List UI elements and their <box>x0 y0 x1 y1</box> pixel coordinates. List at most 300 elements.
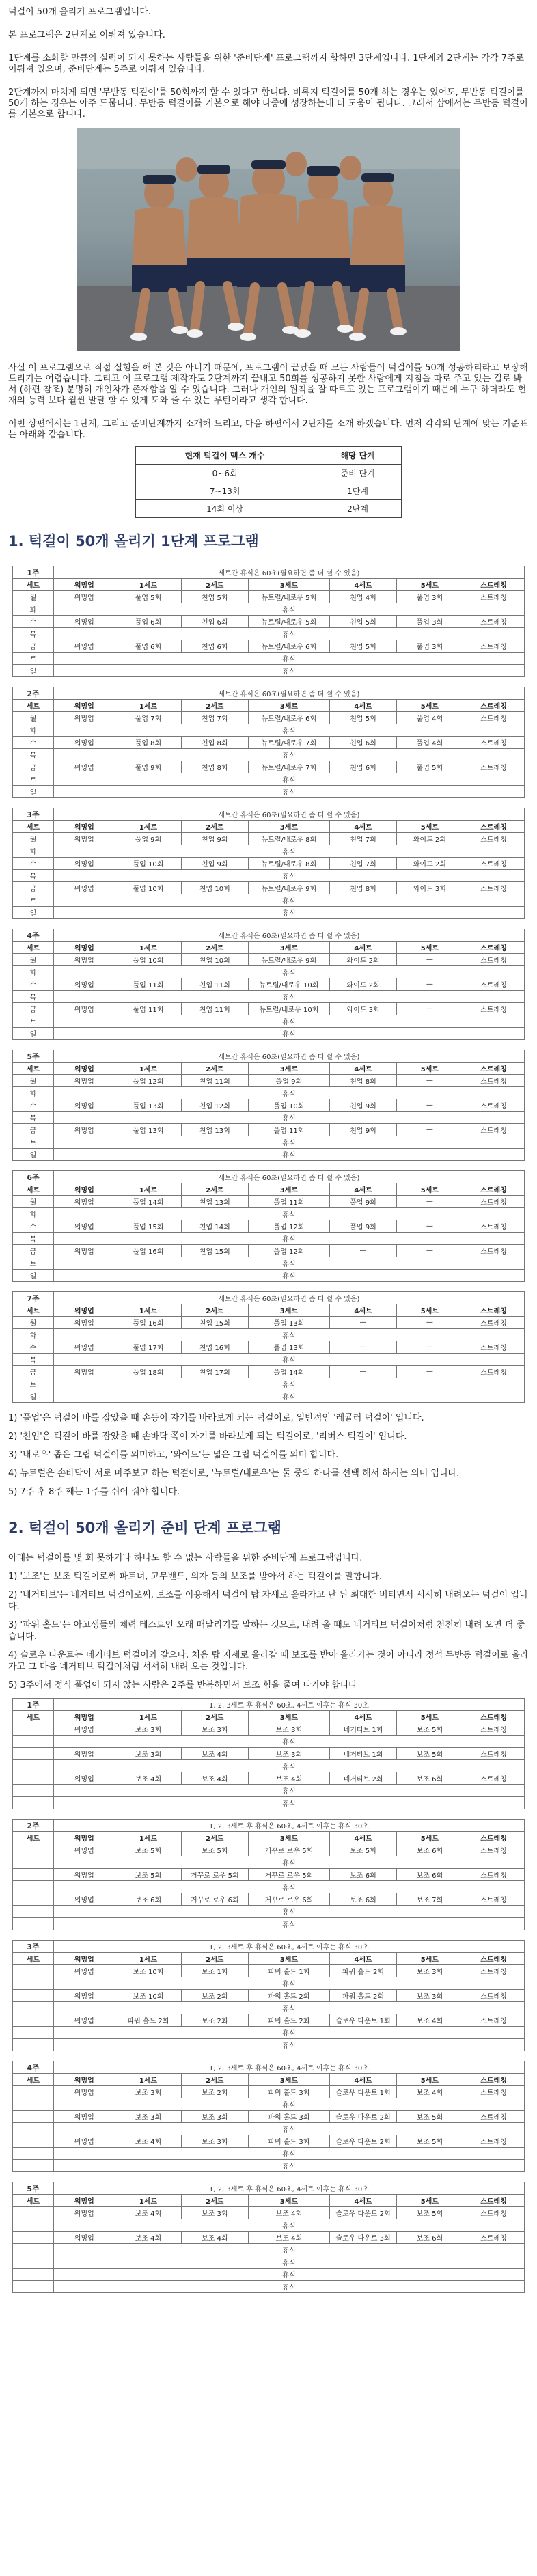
workout-row <box>13 1723 525 1736</box>
day-label: 수 <box>13 1220 54 1233</box>
level-criteria-table <box>135 446 402 518</box>
workout-row <box>13 2086 525 2098</box>
workout-cell: 보조 7회 <box>396 1893 463 1906</box>
day-label: 화 <box>13 603 54 616</box>
workout-cell: 보조 4회 <box>248 2207 330 2219</box>
day-label: 수 <box>13 978 54 991</box>
workout-cell: 뉴트럴/내로우 9회 <box>248 954 330 966</box>
workout-cell: 친업 5회 <box>330 640 396 653</box>
workout-cell: 보조 3회 <box>248 1723 330 1736</box>
note-3: 3) '파워 홀드'는 아고생들의 체력 테스트인 오래 매달리기를 말하는 것으로, 내려 올 때도 네거티브 턱걸이처럼 천천히 내려 오면 더 좋습니다. <box>8 1620 525 1642</box>
column-header: 5세트 <box>396 821 463 833</box>
workout-cell: 보조 3회 <box>182 1723 248 1736</box>
day-label: 월 <box>13 833 54 845</box>
workout-row <box>13 616 525 628</box>
workout-row <box>13 2014 525 2027</box>
workout-row <box>13 1844 525 1856</box>
column-header: 4세트 <box>330 1711 396 1723</box>
column-header: 5세트 <box>396 1953 463 1965</box>
note-5: 5) 7주 후 8주 째는 1주를 쉬어 줘야 합니다. <box>8 1487 180 1497</box>
day-label: 화 <box>13 724 54 737</box>
column-header: 워밍업 <box>53 1304 115 1317</box>
workout-row <box>13 1317 525 1329</box>
workout-cell: 풀업 9회 <box>248 1075 330 1087</box>
rest-caption: 세트간 휴식은 60초(필요하면 좀 더 쉴 수 있음) <box>53 1292 524 1304</box>
rest-row <box>13 845 525 858</box>
column-header: 워밍업 <box>53 2195 115 2207</box>
workout-cell: 워밍업 <box>53 1245 115 1257</box>
workout-row <box>13 1220 525 1233</box>
rest-cell: 휴식 <box>53 2123 524 2135</box>
workout-cell: 친업 16회 <box>182 1341 248 1354</box>
note-1: 1) '보조'는 보조 턱걸이로써 파트너, 고무밴드, 의자 등의 보조를 받아서 하는 턱걸이를 말합니다. <box>8 1572 383 1582</box>
workout-cell: 풀업 9회 <box>115 833 181 845</box>
rest-cell: 휴식 <box>53 1112 524 1124</box>
rest-caption: 세트간 휴식은 60초(필요하면 좀 더 쉴 수 있음) <box>53 687 524 700</box>
workout-table <box>12 1291 525 1403</box>
day-label <box>13 2135 54 2148</box>
caption-row <box>13 2061 525 2074</box>
rest-cell: 휴식 <box>53 2256 524 2269</box>
week-number: 5주 <box>13 2182 54 2195</box>
rest-row <box>13 2219 525 2232</box>
column-header: 1세트 <box>115 821 181 833</box>
workout-row <box>13 761 525 773</box>
workout-cell: 보조 4회 <box>182 2232 248 2244</box>
workout-cell: 거꾸로 로우 6회 <box>248 1893 330 1906</box>
workout-cell: 스트레칭 <box>463 2207 525 2219</box>
column-header: 워밍업 <box>53 1953 115 1965</box>
day-label: 금 <box>13 761 54 773</box>
column-header: 스트레칭 <box>463 1063 525 1075</box>
workout-cell: 워밍업 <box>53 761 115 773</box>
workout-cell: 보조 2회 <box>182 2086 248 2098</box>
column-header: 2세트 <box>182 700 248 712</box>
workout-cell: 스트레칭 <box>463 2086 525 2098</box>
workout-cell: 친업 6회 <box>330 737 396 749</box>
rest-row <box>13 907 525 919</box>
workout-row <box>13 737 525 749</box>
workout-row <box>13 1124 525 1136</box>
column-header: 5세트 <box>396 700 463 712</box>
workout-cell: — <box>396 1099 463 1112</box>
day-label <box>13 1869 54 1881</box>
week-table-4 <box>12 2061 525 2172</box>
column-header: 4세트 <box>330 1183 396 1196</box>
column-header: 2세트 <box>182 579 248 591</box>
workout-row <box>13 1099 525 1112</box>
workout-cell: 워밍업 <box>53 954 115 966</box>
column-header: 3세트 <box>248 700 330 712</box>
rest-row <box>13 1087 525 1099</box>
column-header: 2세트 <box>182 1832 248 1844</box>
day-label <box>13 2232 54 2244</box>
rest-row <box>13 1906 525 1918</box>
workout-cell: — <box>330 1245 396 1257</box>
workout-cell: 워밍업 <box>53 1772 115 1785</box>
column-header: 5세트 <box>396 2074 463 2086</box>
week-table-7 <box>12 1291 525 1403</box>
workout-cell: 거꾸로 로우 5회 <box>248 1844 330 1856</box>
workout-cell: 풀업 11회 <box>115 978 181 991</box>
workout-table <box>12 1050 525 1161</box>
workout-cell: 워밍업 <box>53 1124 115 1136</box>
day-label: 일 <box>13 786 54 798</box>
day-label: 목 <box>13 870 54 882</box>
workout-cell: 풀업 13회 <box>248 1341 330 1354</box>
column-header: 1세트 <box>115 942 181 954</box>
column-header: 1세트 <box>115 700 181 712</box>
rest-row <box>13 1390 525 1403</box>
section-2-title: 2. 턱걸이 50개 올리기 준비 단계 프로그램 <box>8 1520 281 1536</box>
intro-paragraph-3: 사실 이 프로그램으로 직접 실험을 해 본 것은 아니기 때문에, 프로그램이 끝났을 때 모든 사람들이 턱걸이를 50개 성공하리라고 보장해 드리기는 어렵습니다. 그리고 이 프로그램 제작자도 2단계까지 끝내고 50회를 성공하지 못한 사람에게 지침을 따로 주고 있는 걸로 봐서 (하편 참조) 분명히 개인차가 존재함을 알 수 있습니다. 그러나 개인의 원칙을 잘 따르고 있는 프로그램이기 때문에 누구 하더라도 현재의 능력 보다 월씬 발달 할 수 있게 도와 줄 수 있는 루틴이라고 생각 합니다. <box>8 363 528 406</box>
workout-cell: 보조 6회 <box>115 1893 181 1906</box>
workout-cell: 친업 15회 <box>182 1317 248 1329</box>
day-label: 토 <box>13 1378 54 1390</box>
workout-cell: — <box>396 1124 463 1136</box>
rest-cell: 휴식 <box>53 1233 524 1245</box>
table-row <box>136 482 402 500</box>
week-number: 3주 <box>13 1941 54 1953</box>
workout-cell: 뉴트럴/내로우 5회 <box>248 591 330 603</box>
workout-cell: 보조 5회 <box>396 2135 463 2148</box>
workout-cell: 풀업 10회 <box>115 858 181 870</box>
column-header: 스트레칭 <box>463 2074 525 2086</box>
day-label <box>13 1797 54 1809</box>
workout-cell: 스트레칭 <box>463 591 525 603</box>
workout-cell: 친업 8회 <box>330 882 396 894</box>
workout-row <box>13 833 525 845</box>
rest-caption: 1, 2, 3세트 후 휴식은 60초, 4세트 이후는 휴식 30초 <box>53 2182 524 2195</box>
workout-row <box>13 2111 525 2123</box>
column-header: 스트레칭 <box>463 1832 525 1844</box>
day-label <box>13 1785 54 1797</box>
week-table-4 <box>12 929 525 1040</box>
workout-cell: 풀업 10회 <box>115 954 181 966</box>
column-header: 워밍업 <box>53 1183 115 1196</box>
day-label: 수 <box>13 858 54 870</box>
column-header: 4세트 <box>330 942 396 954</box>
workout-cell: 스트레칭 <box>463 2232 525 2244</box>
workout-cell: 워밍업 <box>53 858 115 870</box>
workout-cell: 스트레칭 <box>463 1366 525 1378</box>
rest-cell: 휴식 <box>53 773 524 786</box>
workout-cell: 스트레칭 <box>463 1196 525 1208</box>
workout-cell: 보조 5회 <box>396 1748 463 1760</box>
workout-cell: 보조 4회 <box>396 2086 463 2098</box>
week-table-3 <box>12 1940 525 2051</box>
rest-cell: 휴식 <box>53 1881 524 1893</box>
rest-cell: 휴식 <box>53 1270 524 1282</box>
week-number: 1주 <box>13 1699 54 1711</box>
table-cell: 0~6회 <box>136 465 314 482</box>
workout-cell: 보조 6회 <box>330 1893 396 1906</box>
day-label <box>13 2256 54 2269</box>
rest-row <box>13 2244 525 2256</box>
workout-cell: 풀업 11회 <box>248 1196 330 1208</box>
note-2: 2) '친업'은 턱걸이 바를 잡았을 때 손바닥 쪽이 자기를 바라보게 되는 턱걸이로, '리버스 턱걸이' 입니다. <box>8 1431 407 1442</box>
header-row <box>13 2074 525 2086</box>
workout-cell: 친업 5회 <box>330 712 396 724</box>
workout-cell: 보조 4회 <box>115 1772 181 1785</box>
day-label: 목 <box>13 628 54 640</box>
rest-cell: 휴식 <box>53 870 524 882</box>
workout-cell: 슬로우 다운트 2회 <box>330 2135 396 2148</box>
workout-cell: 파워 홀드 2회 <box>330 1990 396 2002</box>
day-label: 일 <box>13 1390 54 1403</box>
workout-cell: 워밍업 <box>53 1748 115 1760</box>
day-label <box>13 2014 54 2027</box>
rest-cell: 휴식 <box>53 1856 524 1869</box>
column-header: 4세트 <box>330 2195 396 2207</box>
workout-cell: 스트레칭 <box>463 1245 525 1257</box>
workout-cell: 보조 10회 <box>115 1990 181 2002</box>
workout-cell: 스트레칭 <box>463 1748 525 1760</box>
rest-cell: 휴식 <box>53 966 524 978</box>
rest-cell: 휴식 <box>53 2039 524 2051</box>
rest-cell: 휴식 <box>53 2244 524 2256</box>
day-label: 토 <box>13 653 54 665</box>
rest-cell: 휴식 <box>53 1087 524 1099</box>
workout-table <box>12 1170 525 1282</box>
workout-cell: 보조 3회 <box>396 1965 463 1977</box>
table-row <box>136 465 402 482</box>
intro-line-1: 턱걸이 50개 올리기 프로그램입니다. <box>8 7 151 17</box>
workout-cell: 워밍업 <box>53 1844 115 1856</box>
section-2-notes <box>8 1552 529 1691</box>
day-label <box>13 1723 54 1736</box>
column-header: 4세트 <box>330 1304 396 1317</box>
workout-cell: 보조 4회 <box>248 2232 330 2244</box>
day-label <box>13 2111 54 2123</box>
rest-cell: 휴식 <box>53 2027 524 2039</box>
day-label: 토 <box>13 894 54 907</box>
rest-cell: 휴식 <box>53 653 524 665</box>
intro-paragraph-4: 이번 상편에서는 1단계, 그리고 준비단계까지 소개해 드리고, 다음 하편에서 2단계를 소개 하겠습니다. 먼저 각각의 단계에 맞는 기준표는 아래와 같습니다. <box>8 419 528 440</box>
workout-table <box>12 1940 525 2051</box>
workout-cell: — <box>396 1245 463 1257</box>
workout-cell: 뉴트럴/내로우 9회 <box>248 882 330 894</box>
workout-cell: 뉴트럴/내로우 8회 <box>248 858 330 870</box>
workout-cell: 파워 홀드 3회 <box>248 2135 330 2148</box>
day-label: 금 <box>13 1245 54 1257</box>
column-header: 3세트 <box>248 1953 330 1965</box>
workout-cell: 풀업 13회 <box>115 1124 181 1136</box>
intro-paragraph-2: 2단계까지 마치게 되면 '무반동 턱걸이'를 50회까지 할 수 있다고 합니다. 비록지 턱걸이를 50개 하는 경우는 있어도, 무반동 턱걸이를 50개 하는 경우는 아주 드뭅니다. 무반동 턱걸이를 기본으로 해야 나중에 성장하는데 더 도움이 됩니다. 그래서 삽에서는 무반동 턱걸이를 기본으로 합니다. <box>8 87 528 120</box>
workout-cell: 스트레칭 <box>463 1099 525 1112</box>
caption-row <box>13 1292 525 1304</box>
workout-cell: 워밍업 <box>53 1723 115 1736</box>
workout-cell: 풀업 5회 <box>115 591 181 603</box>
rest-cell: 휴식 <box>53 1329 524 1341</box>
rest-row <box>13 1881 525 1893</box>
column-header: 1세트 <box>115 1304 181 1317</box>
rest-row <box>13 2256 525 2269</box>
workout-cell: 풀업 9회 <box>330 1196 396 1208</box>
workout-cell: 친업 8회 <box>330 1075 396 1087</box>
workout-cell: 스트레칭 <box>463 761 525 773</box>
caption-row <box>13 1941 525 1953</box>
header-row <box>13 1063 525 1075</box>
day-label: 화 <box>13 1087 54 1099</box>
workout-cell: 풀업 9회 <box>330 1220 396 1233</box>
workout-table <box>12 2182 525 2293</box>
rest-cell: 휴식 <box>53 907 524 919</box>
rest-row <box>13 966 525 978</box>
rest-row <box>13 665 525 677</box>
photo-illustration <box>77 128 460 351</box>
table-cell: 14회 이상 <box>136 500 314 518</box>
day-label: 화 <box>13 966 54 978</box>
workout-cell: 슬로우 다운트 1회 <box>330 2014 396 2027</box>
workout-cell: 워밍업 <box>53 1196 115 1208</box>
rest-cell: 휴식 <box>53 2002 524 2014</box>
week-table-2 <box>12 687 525 798</box>
day-label <box>13 1990 54 2002</box>
workout-cell: 친업 10회 <box>182 882 248 894</box>
workout-cell: 보조 3회 <box>115 2086 181 2098</box>
workout-cell: 보조 6회 <box>396 1869 463 1881</box>
workout-cell: — <box>396 1075 463 1087</box>
workout-cell: 보조 5회 <box>330 1844 396 1856</box>
workout-cell: 보조 5회 <box>115 1844 181 1856</box>
rest-row <box>13 1736 525 1748</box>
rest-cell: 휴식 <box>53 1015 524 1028</box>
workout-cell: — <box>396 1317 463 1329</box>
day-label: 목 <box>13 1112 54 1124</box>
column-header: 4세트 <box>330 579 396 591</box>
workout-cell: 스트레칭 <box>463 1317 525 1329</box>
rest-row <box>13 894 525 907</box>
table-cell: 7~13회 <box>136 482 314 500</box>
header-row <box>13 1711 525 1723</box>
week-table-5 <box>12 1050 525 1161</box>
workout-cell: 스트레칭 <box>463 1341 525 1354</box>
workout-cell: 파워 홀드 2회 <box>330 1965 396 1977</box>
day-label: 수 <box>13 1341 54 1354</box>
workout-cell: 스트레칭 <box>463 2111 525 2123</box>
rest-row <box>13 2269 525 2281</box>
workout-table <box>12 687 525 798</box>
workout-cell: 보조 3회 <box>396 1990 463 2002</box>
rest-cell: 휴식 <box>53 2269 524 2281</box>
column-header: 4세트 <box>330 2074 396 2086</box>
workout-row <box>13 1366 525 1378</box>
day-label <box>13 2281 54 2293</box>
workout-cell: 파워 홀드 3회 <box>248 2086 330 2098</box>
workout-cell: 풀업 4회 <box>396 737 463 749</box>
rest-cell: 휴식 <box>53 1797 524 1809</box>
day-label <box>13 1736 54 1748</box>
column-header: 1세트 <box>115 1711 181 1723</box>
column-header: 워밍업 <box>53 821 115 833</box>
workout-row <box>13 1196 525 1208</box>
column-header: 워밍업 <box>53 700 115 712</box>
workout-cell: 친업 9회 <box>182 833 248 845</box>
rest-caption: 세트간 휴식은 60초(필요하면 좀 더 쉴 수 있음) <box>53 566 524 579</box>
workout-cell: 보조 3회 <box>182 2207 248 2219</box>
workout-table <box>12 929 525 1040</box>
workout-cell: 뉴트럴/내로우 7회 <box>248 737 330 749</box>
day-label <box>13 2039 54 2051</box>
rest-row <box>13 1149 525 1161</box>
workout-cell: 풀업 12회 <box>248 1220 330 1233</box>
day-label: 일 <box>13 665 54 677</box>
column-header: 4세트 <box>330 1832 396 1844</box>
workout-cell: 스트레칭 <box>463 1220 525 1233</box>
workout-cell: 보조 3회 <box>182 2111 248 2123</box>
day-label <box>13 1748 54 1760</box>
day-label <box>13 2269 54 2281</box>
day-label <box>13 2148 54 2160</box>
workout-cell: 스트레칭 <box>463 858 525 870</box>
column-header: 1세트 <box>115 1953 181 1965</box>
rest-row <box>13 2281 525 2293</box>
workout-cell: 워밍업 <box>53 2014 115 2027</box>
column-header: 2세트 <box>182 821 248 833</box>
day-label <box>13 1893 54 1906</box>
workout-table <box>12 2061 525 2172</box>
workout-cell: 워밍업 <box>53 978 115 991</box>
workout-cell: 스트레칭 <box>463 737 525 749</box>
column-header: 워밍업 <box>53 579 115 591</box>
rest-caption: 세트간 휴식은 60초(필요하면 좀 더 쉴 수 있음) <box>53 1050 524 1063</box>
day-label: 월 <box>13 1075 54 1087</box>
rest-cell: 휴식 <box>53 2160 524 2172</box>
week-number: 3주 <box>13 808 54 821</box>
column-header: 세트 <box>13 1953 54 1965</box>
workout-cell: — <box>396 954 463 966</box>
rest-caption: 1, 2, 3세트 후 휴식은 60초, 4세트 이후는 휴식 30초 <box>53 1820 524 1832</box>
rest-caption: 1, 2, 3세트 후 휴식은 60초, 4세트 이후는 휴식 30초 <box>53 2061 524 2074</box>
workout-cell: 친업 9회 <box>330 1099 396 1112</box>
rest-row <box>13 2027 525 2039</box>
caption-row <box>13 1820 525 1832</box>
workout-table <box>12 566 525 677</box>
workout-cell: 네거티브 1회 <box>330 1748 396 1760</box>
workout-row <box>13 2207 525 2219</box>
day-label <box>13 1977 54 1990</box>
column-header: 4세트 <box>330 1063 396 1075</box>
column-header: 5세트 <box>396 1304 463 1317</box>
rest-cell: 휴식 <box>53 1028 524 1040</box>
column-header: 스트레칭 <box>463 1953 525 1965</box>
column-header: 5세트 <box>396 2195 463 2207</box>
section-2-intro: 아래는 턱걸이를 몇 회 못하거나 하나도 할 수 없는 사람들을 위한 준비단계 프로그램입니다. <box>8 1553 363 1563</box>
day-label: 화 <box>13 1329 54 1341</box>
workout-cell: 워밍업 <box>53 1893 115 1906</box>
column-header: 스트레칭 <box>463 821 525 833</box>
workout-cell: 풀업 14회 <box>248 1366 330 1378</box>
workout-cell: 스트레칭 <box>463 882 525 894</box>
workout-cell: 보조 3회 <box>248 1748 330 1760</box>
workout-cell: 친업 13회 <box>182 1196 248 1208</box>
workout-cell: 뉴트럴/내로우 10회 <box>248 978 330 991</box>
week-number: 7주 <box>13 1292 54 1304</box>
workout-cell: 슬로우 다운트 3회 <box>330 2232 396 2244</box>
column-header: 2세트 <box>182 942 248 954</box>
column-header: 5세트 <box>396 579 463 591</box>
workout-cell: 워밍업 <box>53 616 115 628</box>
day-label: 월 <box>13 1317 54 1329</box>
workout-cell: 풀업 9회 <box>115 761 181 773</box>
column-header: 세트 <box>13 1832 54 1844</box>
intro-paragraph-1: 1단계를 소화할 만큼의 실력이 되지 못하는 사람들을 위한 '준비단계' 프로그램까지 합하면 3단계입니다. 1단계와 2단계는 각각 7주로 이뤄져 있으며, 준비단계는 5주로 이뤄져 있습니다. <box>8 53 525 74</box>
workout-cell: 뉴트럴/내로우 8회 <box>248 833 330 845</box>
workout-cell: 보조 4회 <box>115 2232 181 2244</box>
workout-cell: 풀업 14회 <box>115 1196 181 1208</box>
note-4: 4) 뉴트럴은 손바닥이 서로 마주보고 하는 턱걸이로, '뉴트럴/내로우'는 둘 중의 하나를 선택 해서 하시는 의미 입니다. <box>8 1468 460 1479</box>
